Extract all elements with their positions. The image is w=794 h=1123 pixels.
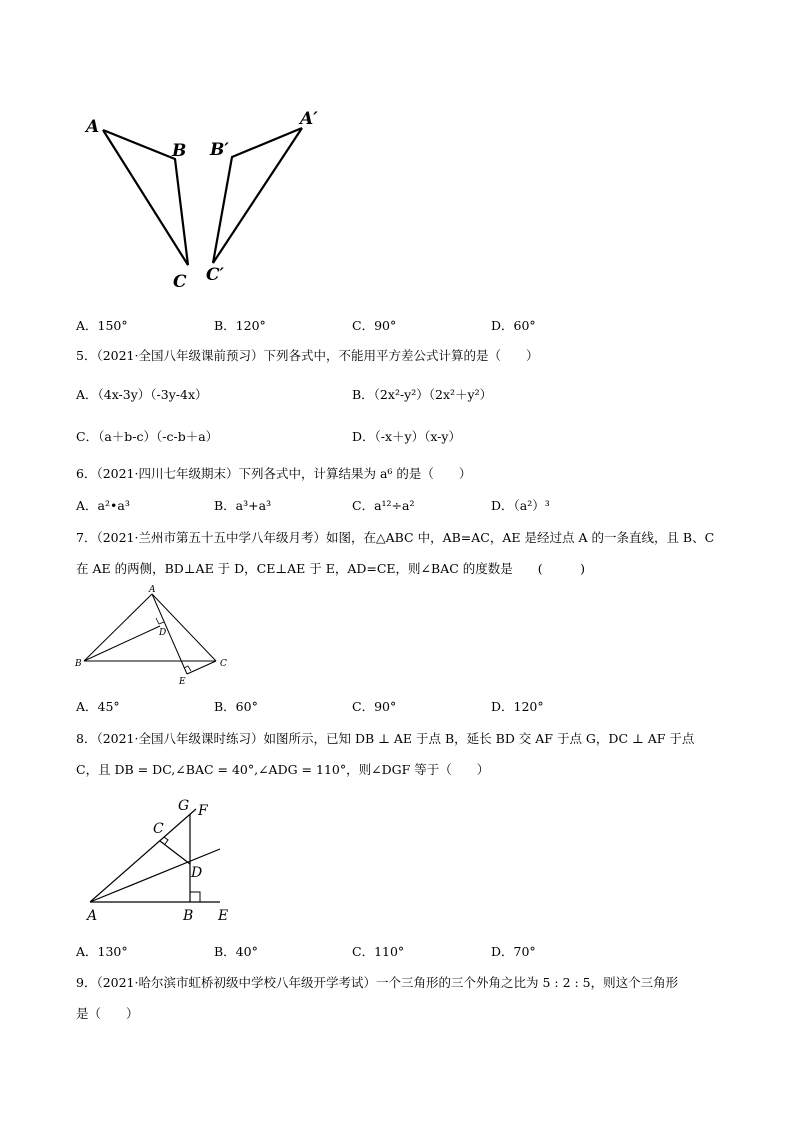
label-C: C (220, 659, 227, 669)
q7-option-c: C．90° (352, 699, 397, 714)
q8-stem-line1: 8．（2021·全国八年级课时练习）如图所示，已知 DB ⊥ AE 于点 B，延长 BD 交 AF 于点 G，DC ⊥ AF 于点 (76, 731, 695, 746)
q5-stem: 5．（2021·全国八年级课前预习）下列各式中，不能用平方差公式计算的是（ ） (76, 348, 539, 363)
q5-option-a: A．（4x-3y）（-3y-4x） (76, 387, 208, 402)
label-B: B (183, 908, 194, 924)
figure-q8 (80, 792, 250, 927)
label-B: B (172, 141, 187, 161)
label-A-prime: A′ (300, 109, 318, 129)
q7-option-d: D．120° (491, 699, 544, 714)
figure-two-triangles (80, 100, 340, 300)
label-E: E (218, 908, 229, 924)
q7-option-a: A．45° (76, 699, 120, 714)
label-A: A (87, 908, 98, 924)
q6-stem: 6．（2021·四川七年级期末）下列各式中，计算结果为 a⁶ 的是（ ） (76, 466, 472, 481)
label-C: C (173, 272, 187, 292)
label-B-prime: B′ (210, 140, 229, 160)
q4-option-a: A．150° (76, 318, 128, 333)
q8-option-a: A．130° (76, 944, 128, 959)
q6-option-a: A．a²•a³ (76, 498, 130, 513)
label-D: D (191, 865, 203, 881)
q4-option-b: B．120° (214, 318, 266, 333)
label-B: B (75, 659, 82, 669)
q8-stem-line2: C，且 DB = DC,∠BAC = 40°,∠ADG = 110°，则∠DGF 等于（ ） (76, 762, 490, 777)
label-A: A (149, 585, 156, 595)
q7-stem-line1: 7．（2021·兰州市第五十五中学八年级月考）如图，在△ABC 中，AB=AC，AE 是经过点 A 的一条直线，且 B、C (76, 530, 715, 545)
q9-stem-line1: 9．（2021·哈尔滨市虹桥初级中学校八年级开学考试）一个三角形的三个外角之比为 5 : 2 : 5，则这个三角形 (76, 975, 679, 990)
q7-stem-line2: 在 AE 的两侧，BD⊥AE 于 D，CE⊥AE 于 E，AD=CE，则∠BAC 的度数是 ( ) (76, 561, 586, 576)
q4-option-c: C．90° (352, 318, 397, 333)
q5-option-d: D．（-x＋y）（x-y） (352, 429, 461, 444)
label-A: A (86, 117, 100, 137)
q6-option-d: D．（a²）³ (491, 498, 550, 513)
q5-option-c: C．（a＋b-c）（-c-b＋a） (76, 429, 219, 444)
q8-option-b: B．40° (214, 944, 258, 959)
q7-option-b: B．60° (214, 699, 258, 714)
label-E: E (179, 677, 186, 687)
label-D: D (159, 628, 167, 638)
q9-stem-line2: 是（ ） (76, 1006, 139, 1021)
q4-option-d: D．60° (491, 318, 536, 333)
q6-option-c: C．a¹²÷a² (352, 498, 415, 513)
figure-q7 (72, 582, 242, 692)
label-C-prime: C′ (206, 265, 225, 285)
q8-option-d: D．70° (491, 944, 536, 959)
q8-option-c: C．110° (352, 944, 405, 959)
label-F: F (198, 803, 208, 819)
label-C: C (153, 821, 164, 837)
q5-option-b: B．（2x²-y²）（2x²＋y²） (352, 387, 493, 402)
label-G: G (178, 798, 190, 814)
q6-option-b: B．a³+a³ (214, 498, 272, 513)
